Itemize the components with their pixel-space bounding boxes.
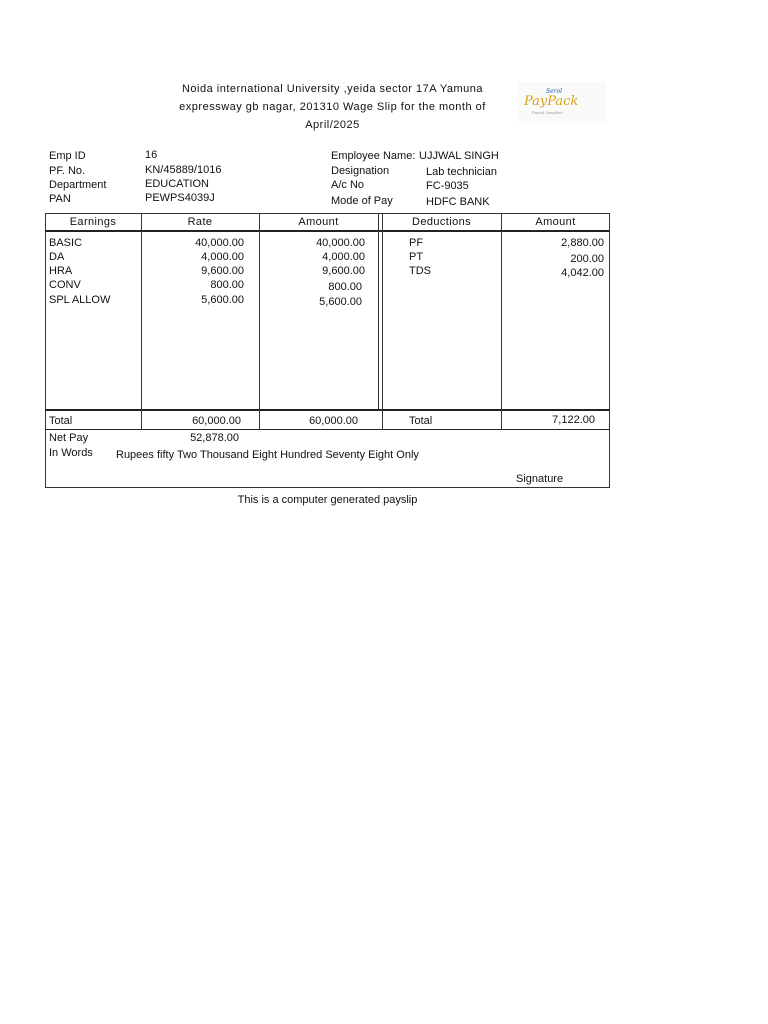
pf-no-label: PF. No.	[49, 165, 86, 177]
designation-value: Lab technician	[426, 166, 497, 178]
mode-of-pay-label: Mode of Pay	[331, 195, 393, 207]
deduction-total-label: Total	[409, 415, 433, 427]
header-rate: Rate	[187, 216, 213, 228]
acno-label: A/c No	[331, 179, 365, 191]
earning-name: HRA	[49, 265, 73, 277]
computer-generated-note: This is a computer generated payslip	[237, 494, 418, 506]
earning-amount: 9,600.00	[322, 265, 365, 277]
mode-of-pay-value: HDFC BANK	[426, 196, 490, 208]
acno-value: FC-9035	[426, 180, 469, 192]
in-words-value: Rupees fifty Two Thousand Eight Hundred Seventy Eight Only	[116, 449, 419, 461]
deduction-name: PT	[409, 251, 424, 263]
emp-id-value: 16	[145, 149, 158, 161]
earning-rate: 4,000.00	[201, 251, 244, 263]
earning-name: DA	[49, 251, 65, 263]
header-deduction-amount: Amount	[535, 216, 576, 228]
deduction-amount: 2,880.00	[561, 237, 604, 249]
earning-rate: 40,000.00	[195, 237, 244, 249]
deduction-total: 7,122.00	[552, 414, 595, 426]
designation-label: Designation	[331, 165, 390, 177]
earning-name: SPL ALLOW	[49, 294, 111, 306]
signature-label: Signature	[516, 473, 564, 485]
earning-rate: 5,600.00	[201, 294, 244, 306]
earning-name: BASIC	[49, 237, 83, 249]
col-divider-1	[141, 213, 142, 430]
pan-value: PEWPS4039J	[145, 192, 215, 204]
total-amount: 60,000.00	[309, 415, 358, 427]
net-pay-label: Net Pay	[49, 432, 89, 444]
header-rule	[45, 230, 610, 232]
logo-small-text: Serol	[546, 88, 563, 95]
department-label: Department	[49, 179, 107, 191]
deduction-amount: 4,042.00	[561, 267, 604, 279]
in-words-label: In Words	[49, 447, 93, 459]
earning-amount: 4,000.00	[322, 251, 365, 263]
earning-rate: 9,600.00	[201, 265, 244, 277]
col-divider-2	[259, 213, 260, 430]
paypack-logo	[518, 82, 606, 124]
logo-big-text: PayPack	[524, 94, 579, 109]
earning-name: CONV	[49, 279, 81, 291]
header-amount: Amount	[298, 216, 339, 228]
department-value: EDUCATION	[145, 178, 209, 190]
earning-amount: 800.00	[328, 281, 362, 293]
deduction-amount: 200.00	[570, 253, 604, 265]
total-label: Total	[49, 415, 73, 427]
pf-no-value: KN/45889/1016	[145, 164, 222, 176]
header-earnings: Earnings	[69, 216, 117, 228]
payslip-title: Noida international University ,yeida sector 17A Yamuna expressway gb nagar, 201310 Wage Slip for the month of April/2025	[179, 83, 486, 131]
deduction-name: PF	[409, 237, 424, 249]
logo-tagline: Payroll Simplified	[532, 110, 563, 115]
header-deductions: Deductions	[411, 216, 472, 228]
deduction-name: TDS	[409, 265, 431, 277]
earning-amount: 40,000.00	[316, 237, 365, 249]
col-divider-3b	[382, 213, 383, 430]
col-divider-3a	[378, 213, 379, 410]
employee-name-value: UJJWAL SINGH	[419, 150, 499, 162]
col-divider-4	[501, 213, 502, 430]
total-rule	[45, 409, 610, 411]
earning-rate: 800.00	[210, 279, 244, 291]
net-pay-value: 52,878.00	[190, 432, 239, 444]
earning-amount: 5,600.00	[319, 296, 362, 308]
pan-label: PAN	[49, 193, 71, 205]
total-rate: 60,000.00	[192, 415, 241, 427]
employee-name-label: Employee Name:	[331, 150, 416, 162]
total-bottom-rule	[45, 429, 610, 430]
emp-id-label: Emp ID	[49, 150, 86, 162]
